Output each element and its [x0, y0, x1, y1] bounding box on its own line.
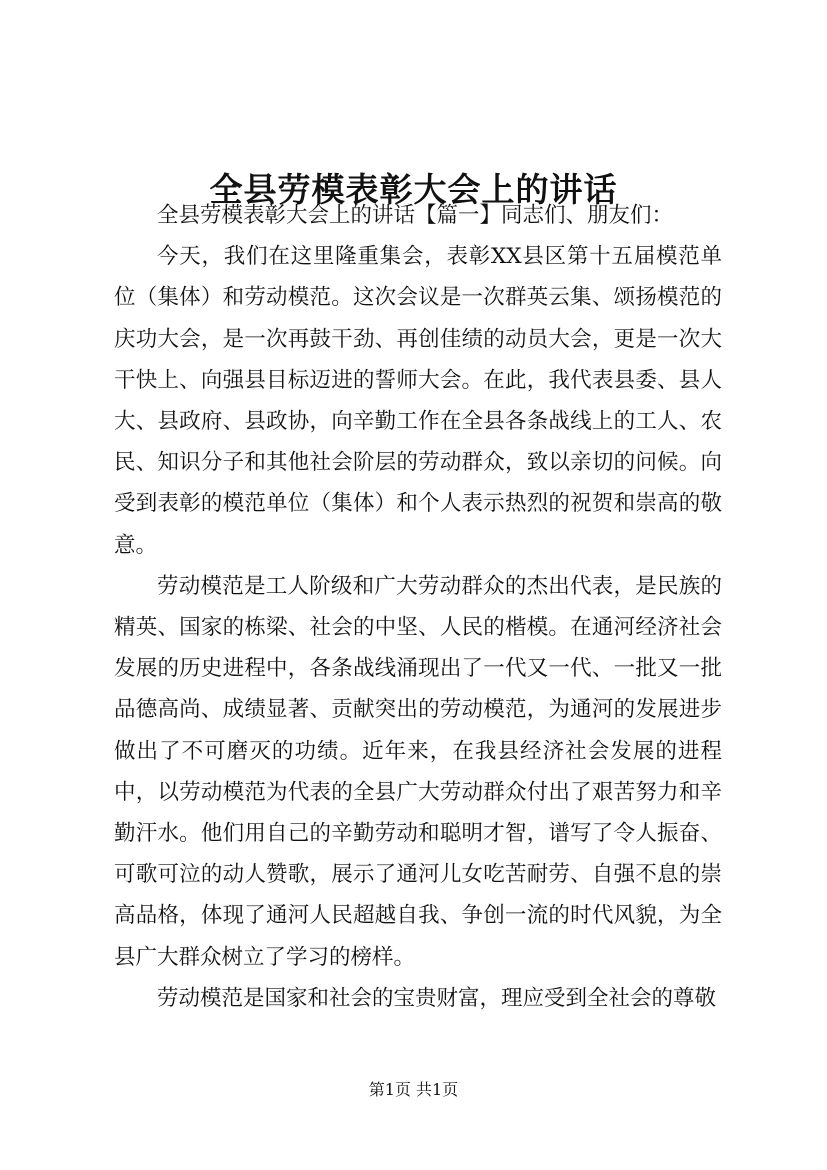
paragraph-intro: 全县劳模表彰大会上的讲话【篇一】同志们、朋友们： — [157, 203, 674, 228]
page-footer: 第1页 共1页 — [368, 1080, 459, 1099]
document-body — [114, 195, 722, 1019]
document-title: 全县劳模表彰大会上的讲话 — [209, 170, 618, 210]
paragraph-model-workers: 劳动模范是工人阶级和广大劳动群众的杰出代表，是民族的精英、国家的栋梁、社会的中坚、人民的楷模。在通河经济社会发展的历史进程中，各条战线涌现出了一代又一代、一批又一批品德高尚、成绩显著、贡献突出的劳动模范，为通河的发展进步做出了不可磨灭的功绩。近年来，在我县经济社会发展的进程中，以劳动模范为代表的全县广大劳动群众付出了艰苦努力和辛勤汗水。他们用自己的辛勤劳动和聪明才智，谱写了令人振奋、可歌可泣的动人赞歌，展示了通河儿女吃苦耐劳、自强不息的崇高品格，体现了通河人民超越自我、争创一流的时代风貌，为全县广大群众树立了学习的榜样。 — [114, 573, 722, 970]
paragraph-opening: 今天，我们在这里隆重集会，表彰XX县区第十五届模范单位（集体）和劳动模范。这次会议是一次群英云集、颂扬模范的庆功大会，是一次再鼓干劲、再创佳绩的动员大会，更是一次大干快上、向强县目标迈进的誓师大会。在此，我代表县委、县人大、县政府、县政协，向辛勤工作在全县各条战线上的工人、农民、知识分子和其他社会阶层的劳动群众，致以亲切的问候。向受到表彰的模范单位（集体）和个人表示热烈的祝贺和崇高的敬意。 — [114, 244, 722, 558]
paragraph-wealth: 劳动模范是国家和社会的宝贵财富，理应受到全社会的尊敬 — [157, 985, 717, 1011]
